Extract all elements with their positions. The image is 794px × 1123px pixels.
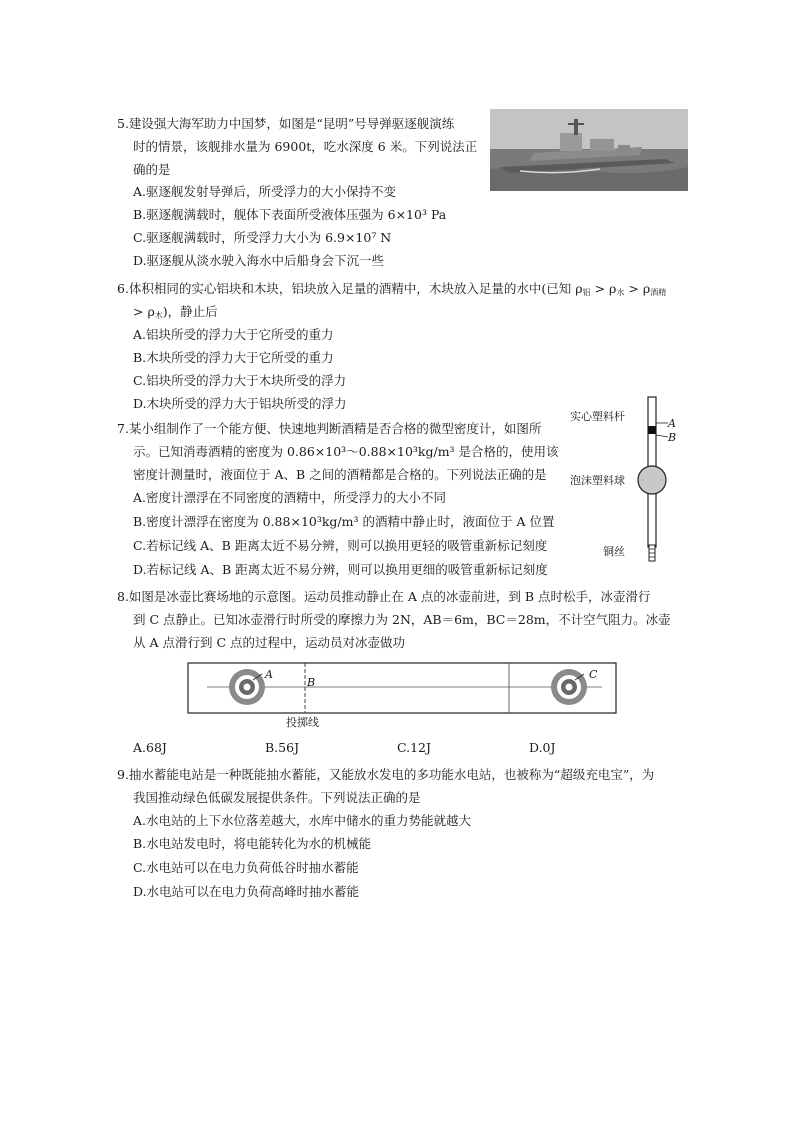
subscript-alcohol: 酒精 [650, 288, 667, 297]
q9-stem-line-1: 9.抽水蓄能电站是一种既能抽水蓄能，又能放水发电的多功能水电站，也被称为“超级充电宝”，为 [117, 767, 655, 782]
q6-compare-2: > ρ [624, 281, 651, 296]
q5-option-b: B.驱逐舰满载时，舰体下表面所受液体压强为 6×10³ Pa [133, 207, 447, 222]
q5-option-d: D.驱逐舰从淡水驶入海水中后船身会下沉一些 [133, 253, 385, 268]
q9-stem-line-2: 我国推动绿色低碳发展提供条件。下列说法正确的是 [133, 790, 421, 805]
q6-option-b: B.木块所受的浮力大于它所受的重力 [133, 350, 334, 365]
q9-option-c: C.水电站可以在电力负荷低谷时抽水蓄能 [133, 860, 359, 875]
label-solid-plastic-rod: 实心塑料杆 [570, 410, 625, 423]
label-foam-ball: 泡沫塑料球 [570, 474, 625, 487]
label-throw-line: 投掷线 [286, 716, 319, 729]
q6-option-c: C.铝块所受的浮力大于木块所受的浮力 [133, 373, 347, 388]
q8-option-c: C.12J [397, 740, 432, 755]
q6-compare-3: > ρ [133, 304, 155, 319]
curling-target-house-c [551, 669, 587, 705]
label-point-c: C [589, 668, 598, 681]
q7-stem-line-2: 示。已知消毒酒精的密度为 0.86×10³～0.88×10³kg/m³ 是合格的，使用该 [133, 444, 559, 459]
q5-stem-line-1: 5.建设强大海军助力中国梦，如图是“昆明”号导弹驱逐舰演练 [117, 116, 455, 131]
q7-option-d: D.若标记线 A、B 距离太近不易分辨，则可以换用更细的吸管重新标记刻度 [133, 562, 548, 577]
q9-option-d: D.水电站可以在电力负荷高峰时抽水蓄能 [133, 884, 360, 899]
q5-stem-line-3: 确的是 [133, 162, 171, 177]
curling-target-house-a [229, 669, 265, 705]
q6-stem-line-2 [133, 304, 218, 324]
destroyer-ship-image [490, 109, 688, 191]
subscript-water: 水 [616, 288, 625, 297]
label-mark-a: A [668, 417, 676, 430]
q9-option-a: A.水电站的上下水位落差越大，水库中储水的重力势能就越大 [133, 813, 472, 828]
q6-option-a: A.铝块所受的浮力大于它所受的重力 [133, 327, 334, 342]
q8-stem-line-2: 到 C 点静止。已知冰壶滑行时所受的摩擦力为 2N，AB＝6m，BC＝28m，不计空气阻力。冰壶 [133, 612, 671, 627]
q9-option-b: B.水电站发电时，将电能转化为水的机械能 [133, 836, 372, 851]
destroyer-photo [490, 109, 688, 191]
subscript-aluminum: 铝 [582, 288, 591, 297]
q7-option-a: A.密度计漂浮在不同密度的酒精中，所受浮力的大小不同 [133, 490, 447, 505]
q8-stem-line-3: 从 A 点滑行到 C 点的过程中，运动员对冰壶做功 [133, 635, 405, 650]
q7-option-b: B.密度计漂浮在密度为 0.88×10³kg/m³ 的酒精中静止时，液面位于 A 位置 [133, 514, 555, 529]
q7-option-c: C.若标记线 A、B 距离太近不易分辨，则可以换用更轻的吸管重新标记刻度 [133, 538, 548, 553]
q7-stem-line-3: 密度计测量时，液面位于 A、B 之间的酒精都是合格的。下列说法正确的是 [133, 467, 547, 482]
q6-stem-line-1 [117, 281, 666, 301]
q6-stem-text: 6.体积相同的实心铝块和木块，铝块放入足量的酒精中，木块放入足量的水中(已知 ρ [117, 281, 583, 296]
label-mark-b: B [668, 431, 677, 444]
q6-compare-1: > ρ [590, 281, 617, 296]
q6-stem-end: )，静止后 [162, 304, 218, 319]
q8-option-b: B.56J [265, 740, 300, 755]
label-point-a: A [265, 668, 273, 681]
q7-stem-line-1: 7.某小组制作了一个能方便、快速地判断酒精是否合格的微型密度计，如图所 [117, 421, 542, 436]
q6-option-d: D.木块所受的浮力大于铝块所受的浮力 [133, 396, 347, 411]
subscript-wood: 木 [154, 311, 163, 320]
hydrometer-diagram [630, 395, 690, 565]
q8-stem-line-1: 8.如图是冰壶比赛场地的示意图。运动员推动静止在 A 点的冰壶前进，到 B 点时松手，冰壶滑行 [117, 589, 651, 604]
curling-field-diagram [187, 662, 617, 714]
label-copper-wire: 铜丝 [603, 545, 625, 558]
label-point-b: B [307, 676, 316, 689]
q5-option-a: A.驱逐舰发射导弹后，所受浮力的大小保持不变 [133, 184, 397, 199]
q8-option-d: D.0J [529, 740, 556, 755]
q5-stem-line-2: 时的情景，该舰排水量为 6900t，吃水深度 6 米。下列说法正 [133, 139, 478, 154]
q8-option-a: A.68J [133, 740, 167, 755]
q5-option-c: C.驱逐舰满载时，所受浮力大小为 6.9×10⁷ N [133, 230, 392, 245]
